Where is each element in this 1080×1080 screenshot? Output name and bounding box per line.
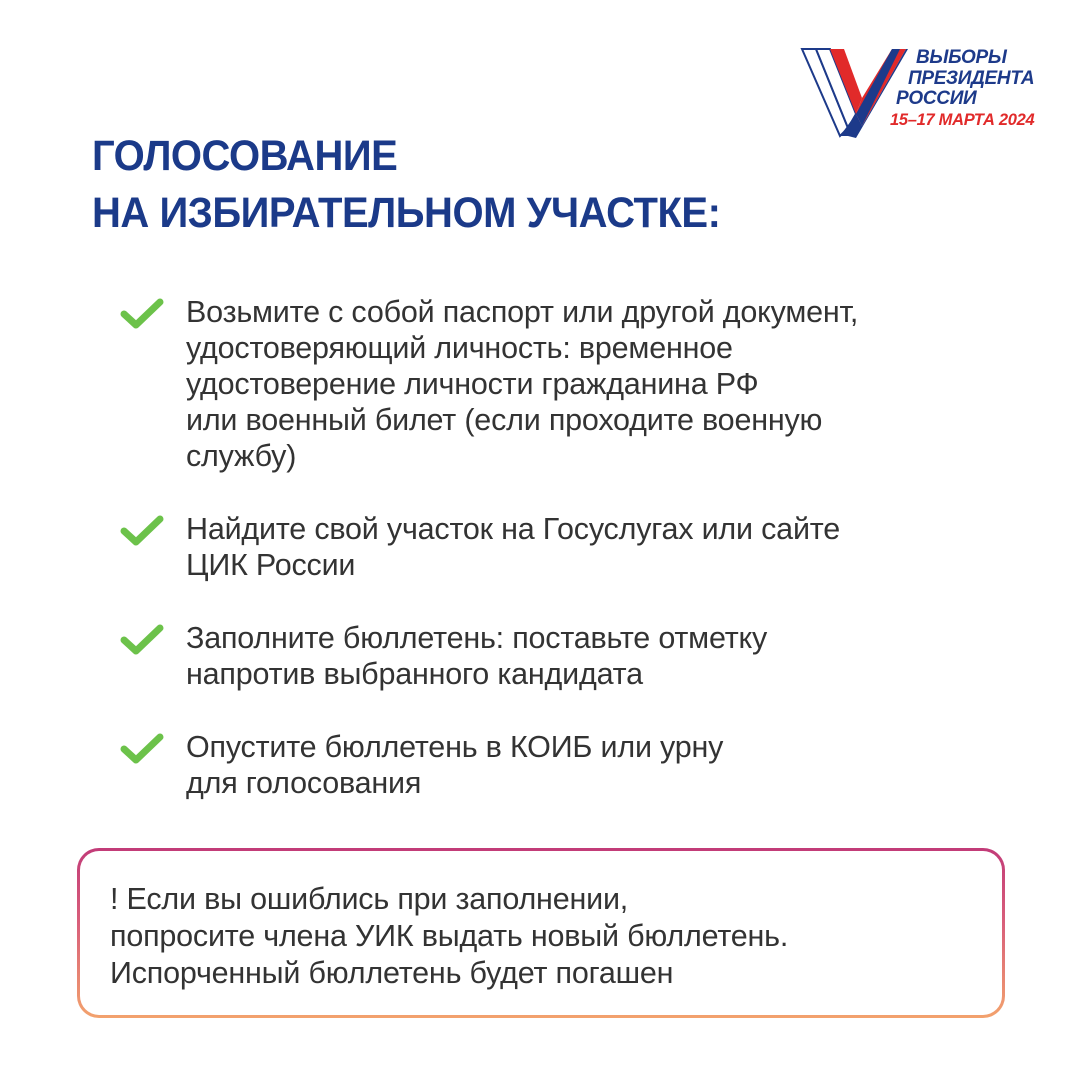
logo-date: 15–17 МАРТА 2024 [890, 110, 1035, 129]
elections-logo [800, 46, 1040, 142]
logo-line-elections: ВЫБОРЫ [916, 47, 1007, 68]
list-item [120, 729, 1020, 801]
list-item-text: Возьмите с собой паспорт или другой документ, удостоверяющий личность: временное удостоверение личности гражданина РФ или военный билет (если проходите военную службу) [186, 295, 859, 473]
list-item [120, 294, 1020, 474]
check-icon [120, 298, 164, 330]
check-icon [120, 515, 164, 547]
list-item-text: Заполните бюллетень: поставьте отметку напротив выбранного кандидата [186, 621, 767, 691]
list-item-text: Опустите бюллетень в КОИБ или урну для голосования [186, 730, 724, 800]
warning-notice-text: ! Если вы ошиблись при заполнении, попросите члена УИК выдать новый бюллетень. Испорченный бюллетень будет погашен [110, 882, 789, 990]
page-title [92, 128, 720, 242]
logo-line-president: ПРЕЗИДЕНТА [908, 67, 1035, 89]
list-item [120, 620, 1020, 692]
list-item-text: Найдите свой участок на Госуслугах или сайте ЦИК России [186, 512, 840, 582]
checklist [120, 294, 1020, 838]
list-item [120, 511, 1020, 583]
page-title-line-2: НА ИЗБИРАТЕЛЬНОМ УЧАСТКЕ: [92, 189, 721, 237]
check-icon [120, 624, 164, 656]
logo-line-russia: РОССИИ [896, 88, 977, 109]
logo-text [890, 48, 1034, 130]
warning-notice-inner [80, 851, 1002, 1015]
check-icon [120, 733, 164, 765]
warning-notice-box [77, 848, 1005, 1018]
page-title-line-1: ГОЛОСОВАНИЕ [92, 132, 398, 180]
